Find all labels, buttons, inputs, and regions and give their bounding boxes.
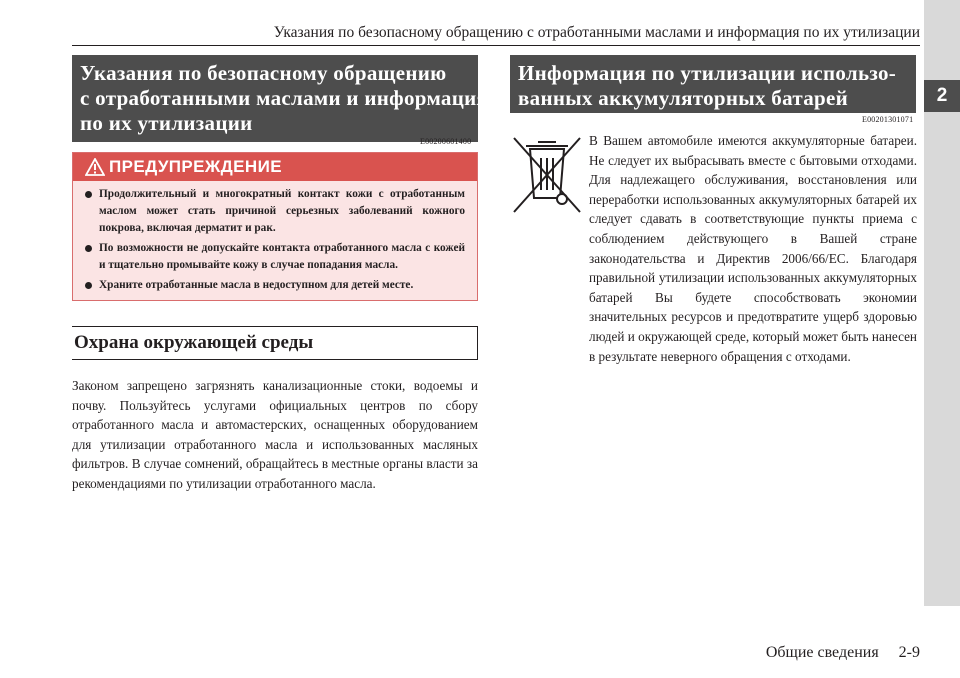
crossed-out-wheelie-bin-icon [510, 132, 584, 218]
header-rule [72, 45, 920, 46]
warning-list [73, 181, 477, 294]
warning-item: Храните отработанные масла в недоступном для детей месте. [85, 277, 465, 294]
left-body-text: Законом запрещено загрязнять канализационные стоки, водоемы и почву. Пользуйтесь услугами официальных центров по сбору отработанного масла и автомастерских, оснащенных оборудованием для утилизации отработанного масла и использованных масляных фильтров. В случае сомнений, обращайтесь в местные органы власти за рекомендациями по утилизации отработанного масла. [72, 378, 478, 491]
right-heading [510, 55, 916, 113]
section-title: Охрана окружающей среды [72, 326, 478, 360]
right-body-text: В Вашем автомобиле имеются аккумуляторные батареи. Не следует их выбрасывать вместе с бытовыми отходами. Для надлежащего обслуживания, восстановления или переработки использованных аккумуляторных батарей их следует сдавать в соответствующие пункты приема с соблюдением действующего в Вашей стране законодательства и Директив 2006/66/EC. Благодаря правильной утилизации использованных аккумуляторных батарей Вы будете способствовать экономии значительных ресурсов и предотвратите ущерб здоровью людей и окружающей среде, который может быть нанесен в результате неверного обращения с отходами. [589, 133, 917, 364]
warning-item: Продолжительный и многократный контакт кожи с отработанным маслом может стать причиной серьезных заболеваний кожного покрова, включая дерматит и рак. [85, 186, 465, 237]
right-doc-code: E00201301071 [862, 115, 914, 124]
left-heading-line: с отработанными маслами и информация [80, 86, 489, 110]
warning-triangle-icon [85, 158, 105, 176]
footer-section-name: Общие сведения [765, 644, 879, 661]
warning-title: ПРЕДУПРЕЖДЕНИЕ [109, 157, 282, 176]
left-heading-line: по их утилизации [80, 111, 253, 135]
page-header-title: Указания по безопасному обращению с отработанными маслами и информация по их утилизации [273, 24, 920, 41]
left-heading-line: Указания по безопасному обращению [80, 61, 447, 85]
chapter-tab[interactable] [924, 80, 960, 112]
warning-item: По возможности не допускайте контакта отработанного масла с кожей и тщательно промывайте кожу в случае попадания масла. [85, 240, 465, 274]
warning-header [73, 153, 477, 181]
right-heading-line: ванных аккумуляторных батарей [518, 86, 849, 110]
left-heading [72, 55, 489, 142]
warning-box [72, 152, 478, 301]
left-doc-code: E00200601400 [420, 137, 472, 146]
page-footer [700, 644, 920, 662]
page-number: 2-9 [898, 644, 920, 661]
right-heading-line: Информация по утилизации использо- [518, 61, 897, 85]
chapter-number: 2 [936, 85, 948, 106]
